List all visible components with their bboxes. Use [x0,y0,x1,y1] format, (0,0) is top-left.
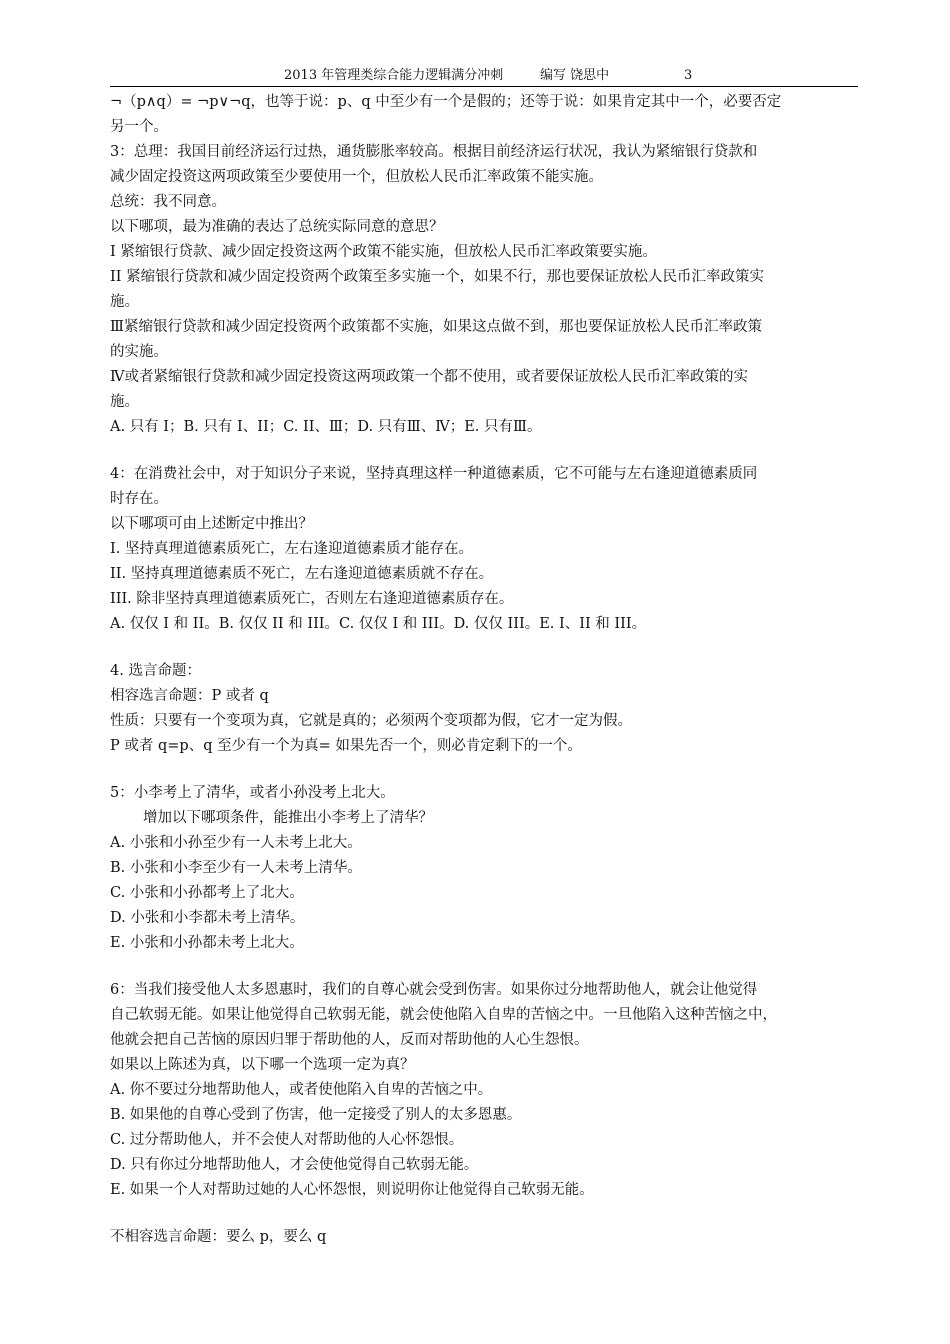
question-4-option: II. 坚持真理道德素质不死亡，左右逢迎道德素质就不存在。 [110,566,494,582]
question-3-stem: 3：总理：我国目前经济运行过热，通货膨胀率较高。根据目前经济运行状况，我认为紧缩银行贷款和 [110,144,758,160]
question-3-option: II 紧缩银行贷款和减少固定投资两个政策至多实施一个，如果不行，那也要保证放松人民币汇率政策实 [110,269,765,285]
question-6-option-b: B. 如果他的自尊心受到了伤害，他一定接受了别人的太多恩惠。 [110,1107,522,1123]
section-heading: 4. 选言命题： [110,663,201,679]
page-header [110,66,858,87]
document-body [110,90,860,1250]
question-3-stem: 总统：我不同意。 [110,194,226,210]
question-4-stem: 时存在。 [110,491,168,507]
question-5-option-c: C. 小张和小孙都考上了北大。 [110,885,304,901]
text-line: ¬（p∧q）= ¬p∨¬q，也等于说：p、q 中至少有一个是假的；还等于说：如果肯定其中一个，必要否定 [110,94,782,110]
question-3-prompt: 以下哪项，最为准确的表达了总统实际同意的意思？ [110,219,444,235]
question-4-prompt: 以下哪项可由上述断定中推出？ [110,516,313,532]
question-6-option-c: C. 过分帮助他人，并不会使人对帮助他的人心怀怨恨。 [110,1132,464,1148]
text-line: 不相容选言命题：要么 p，要么 q [110,1229,327,1245]
question-3-option: Ⅳ或者紧缩银行贷款和减少固定投资这两项政策一个都不使用，或者要保证放松人民币汇率政策的实 [110,369,748,385]
question-3-option: 的实施。 [110,344,168,360]
header-author: 编写 饶思中 [540,68,610,83]
question-5-option-e: E. 小张和小孙都未考上北大。 [110,935,304,951]
question-5-prompt: 增加以下哪项条件，能推出小李考上了清华？ [143,810,433,826]
question-3-option: 施。 [110,394,139,410]
question-4-stem: 4：在消费社会中，对于知识分子来说，坚持真理这样一种道德素质，它不可能与左右逢迎道德素质同 [110,466,758,482]
question-3-option: 施。 [110,294,139,310]
header-title: 2013 年管理类综合能力逻辑满分冲刺 [284,68,504,83]
question-6-option-a: A. 你不要过分地帮助他人，或者使他陷入自卑的苦恼之中。 [110,1082,493,1098]
page-number: 3 [684,68,693,83]
question-6-option-e: E. 如果一个人对帮助过她的人心怀怨恨，则说明你让他觉得自己软弱无能。 [110,1182,594,1198]
question-4-option: III. 除非坚持真理道德素质死亡，否则左右逢迎道德素质存在。 [110,591,514,607]
question-4-option: I. 坚持真理道德素质死亡，左右逢迎道德素质才能存在。 [110,541,473,557]
question-6-stem: 他就会把自己苦恼的原因归罪于帮助他的人，反而对帮助他的人心生怨恨。 [110,1032,589,1048]
question-6-prompt: 如果以上陈述为真，以下哪一个选项一定为真？ [110,1057,415,1073]
question-3-answers: A. 只有 I；B. 只有 I、II；C. II、Ⅲ；D. 只有Ⅲ、Ⅳ；E. 只有Ⅲ。 [110,419,542,435]
question-5-option-d: D. 小张和小李都未考上清华。 [110,910,305,926]
text-line: 相容选言命题：P 或者 q [110,688,269,704]
question-5-option-a: A. 小张和小孙至少有一人未考上北大。 [110,835,362,851]
question-3-stem: 减少固定投资这两项政策至少要使用一个，但放松人民币汇率政策不能实施。 [110,169,603,185]
text-line: P 或者 q=p、q 至少有一个为真= 如果先否一个，则必肯定剩下的一个。 [110,738,582,754]
question-5-stem: 5：小李考上了清华，或者小孙没考上北大。 [110,785,395,801]
question-6-stem: 6：当我们接受他人太多恩惠时，我们的自尊心就会受到伤害。如果你过分地帮助他人，就会让他觉得 [110,982,758,998]
question-5-option-b: B. 小张和小李至少有一人未考上清华。 [110,860,362,876]
question-4-answers: A. 仅仅 I 和 II。B. 仅仅 II 和 III。C. 仅仅 I 和 III。D. 仅仅 III。E. I、II 和 III。 [110,616,647,632]
question-6-option-d: D. 只有你过分地帮助他人，才会使他觉得自己软弱无能。 [110,1157,479,1173]
question-6-stem: 自己软弱无能。如果让他觉得自己软弱无能，就会使他陷入自卑的苦恼之中。一旦他陷入这种苦恼之中， [110,1007,777,1023]
text-line: 另一个。 [110,119,168,135]
question-3-option: Ⅲ紧缩银行贷款和减少固定投资两个政策都不实施，如果这点做不到，那也要保证放松人民币汇率政策 [110,319,762,335]
text-line: 性质：只要有一个变项为真，它就是真的；必须两个变项都为假，它才一定为假。 [110,713,632,729]
question-3-option: I 紧缩银行贷款、减少固定投资这两个政策不能实施，但放松人民币汇率政策要实施。 [110,244,657,260]
